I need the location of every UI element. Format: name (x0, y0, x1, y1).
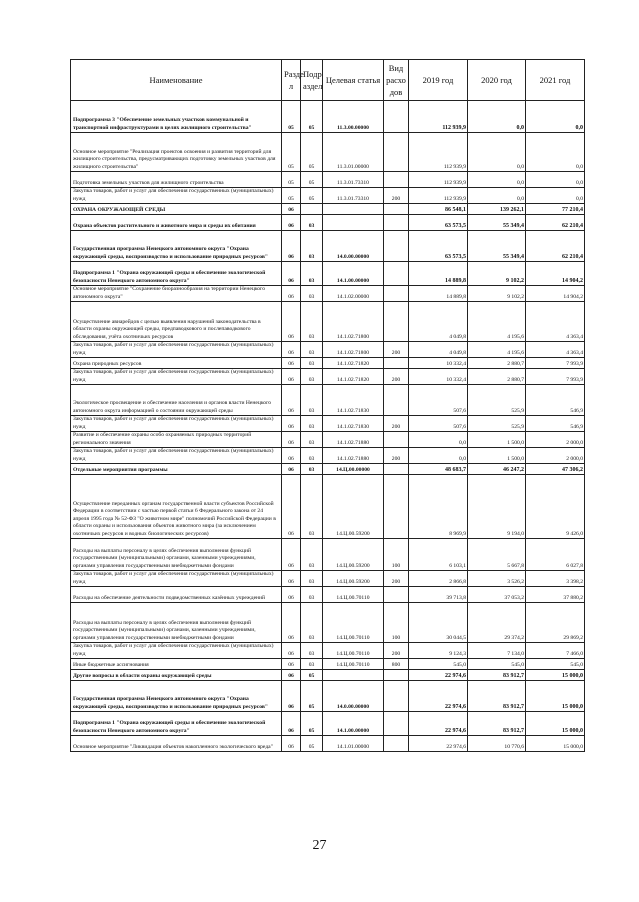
cell-2021: 15 000,0 (526, 670, 585, 681)
cell-2021: 4 363,4 (526, 342, 585, 358)
cell-razdel: 06 (282, 603, 301, 643)
cell-target-article: 11.3.01.00000 (323, 133, 384, 172)
cell-name: Основное мероприятие "Ликвидация объектов накопленного экологического вреда" (71, 736, 282, 752)
cell-2021: 29 869,2 (526, 603, 585, 643)
cell-2020: 525,9 (468, 416, 526, 432)
cell-name: Расходы на выплаты персоналу в целях обеспечения выполнения функций государственными (муниципальными) органами, казенными учреждениями, органами управления государственными внебюджетными фондами (71, 539, 282, 571)
cell-target-article: 11.3.01.73310 (323, 188, 384, 204)
cell-2019: 10 332,4 (409, 358, 468, 369)
cell-2020: 0,0 (468, 172, 526, 188)
cell-podrazdel: 05 (301, 681, 323, 712)
table-row (71, 416, 585, 432)
cell-2020: 1 500,0 (468, 448, 526, 464)
cell-target-article: 14.1.02.71820 (323, 358, 384, 369)
cell-target-article: 14.1.02.71880 (323, 448, 384, 464)
cell-name: Подготовка земельных участков для жилищного строительства (71, 172, 282, 188)
cell-2019: 112 939,9 (409, 172, 468, 188)
table-header-row (71, 60, 585, 101)
cell-razdel: 06 (282, 432, 301, 448)
cell-expense-type (384, 302, 409, 342)
cell-name: Отдельные мероприятия программы (71, 464, 282, 475)
cell-expense-type (384, 215, 409, 231)
cell-razdel: 06 (282, 286, 301, 302)
cell-2020: 4 195,6 (468, 302, 526, 342)
cell-2021: 4 363,4 (526, 302, 585, 342)
cell-2021: 0,0 (526, 101, 585, 133)
cell-2020: 0,0 (468, 188, 526, 204)
cell-podrazdel: 03 (301, 475, 323, 539)
table-row (71, 432, 585, 448)
cell-target-article: 14.1.00.00000 (323, 712, 384, 736)
cell-2019: 112 939,9 (409, 133, 468, 172)
cell-razdel: 06 (282, 587, 301, 603)
cell-expense-type (384, 133, 409, 172)
cell-target-article: 14.0.00.00000 (323, 681, 384, 712)
cell-2019: 63 573,5 (409, 215, 468, 231)
cell-2019: 112 939,9 (409, 188, 468, 204)
cell-target-article: 14.Ц.00.70110 (323, 587, 384, 603)
cell-2019: 86 548,1 (409, 204, 468, 215)
cell-2021: 9 426,0 (526, 475, 585, 539)
cell-expense-type (384, 231, 409, 262)
cell-podrazdel: 03 (301, 302, 323, 342)
cell-podrazdel: 03 (301, 369, 323, 385)
cell-2020: 1 500,0 (468, 432, 526, 448)
cell-2019: 39 713,8 (409, 587, 468, 603)
cell-2021: 37 880,2 (526, 587, 585, 603)
cell-2019: 4 049,8 (409, 302, 468, 342)
cell-2019: 22 974,6 (409, 736, 468, 752)
cell-razdel: 06 (282, 571, 301, 587)
cell-expense-type (384, 670, 409, 681)
cell-expense-type: 200 (384, 448, 409, 464)
cell-podrazdel: 05 (301, 133, 323, 172)
table-row (71, 587, 585, 603)
cell-2020: 83 912,7 (468, 670, 526, 681)
cell-target-article: 14.1.02.71830 (323, 385, 384, 416)
cell-expense-type: 200 (384, 369, 409, 385)
cell-2019: 545,0 (409, 659, 468, 670)
cell-target-article: 14.1.00.00000 (323, 262, 384, 286)
cell-expense-type (384, 204, 409, 215)
cell-razdel: 06 (282, 464, 301, 475)
cell-expense-type (384, 358, 409, 369)
cell-podrazdel: 03 (301, 342, 323, 358)
cell-2020: 55 349,4 (468, 231, 526, 262)
table-row (71, 539, 585, 571)
cell-expense-type (384, 464, 409, 475)
cell-2020: 83 912,7 (468, 712, 526, 736)
col-header-razdel: Разде л (282, 60, 301, 101)
cell-name: ОХРАНА ОКРУЖАЮЩЕЙ СРЕДЫ (71, 204, 282, 215)
table-row (71, 385, 585, 416)
cell-name: Закупка товаров, работ и услуг для обеспечения государственных (муниципальных) нужд (71, 643, 282, 659)
cell-razdel: 06 (282, 643, 301, 659)
cell-2021: 77 210,4 (526, 204, 585, 215)
col-header-2021: 2021 год (526, 60, 585, 101)
cell-2019: 112 939,9 (409, 101, 468, 133)
cell-name: Основное мероприятие "Сохранение биоразнообразия на территории Ненецкого автономного округа" (71, 286, 282, 302)
cell-name: Экологическое просвещение и обеспечение населения и органов власти Ненецкого автономного округа информацией о состоянии окружающей среды (71, 385, 282, 416)
cell-podrazdel: 05 (301, 712, 323, 736)
cell-2020: 7 134,0 (468, 643, 526, 659)
cell-2021: 546,9 (526, 416, 585, 432)
cell-2021: 2 000,0 (526, 448, 585, 464)
cell-podrazdel: 03 (301, 464, 323, 475)
cell-name: Охрана объектов растительного и животного мира и среды их обитания (71, 215, 282, 231)
cell-2019: 6 103,1 (409, 539, 468, 571)
cell-target-article: 14.Ц.00.00000 (323, 464, 384, 475)
cell-2021: 0,0 (526, 172, 585, 188)
cell-2021: 62 210,4 (526, 231, 585, 262)
cell-expense-type (384, 101, 409, 133)
cell-name: Закупка товаров, работ и услуг для обеспечения государственных (муниципальных) нужд (71, 188, 282, 204)
cell-2020: 46 247,2 (468, 464, 526, 475)
table-row (71, 262, 585, 286)
cell-2021: 47 306,2 (526, 464, 585, 475)
cell-expense-type (384, 385, 409, 416)
cell-2020: 9 102,2 (468, 286, 526, 302)
cell-expense-type (384, 681, 409, 712)
cell-target-article: 14.1.02.71830 (323, 416, 384, 432)
cell-podrazdel: 03 (301, 215, 323, 231)
cell-podrazdel: 05 (301, 736, 323, 752)
cell-expense-type: 100 (384, 603, 409, 643)
cell-razdel: 05 (282, 133, 301, 172)
table-row (71, 133, 585, 172)
cell-target-article (323, 215, 384, 231)
cell-2021: 546,9 (526, 385, 585, 416)
cell-name: Осуществление авиарейдов с целью выявления нарушений законодательства в области охраны окружающей среды, предпаводкового и послепаводкового обследования, учёта охотничьих ресурсов (71, 302, 282, 342)
cell-expense-type (384, 172, 409, 188)
table-row (71, 358, 585, 369)
cell-podrazdel: 03 (301, 659, 323, 670)
cell-expense-type (384, 262, 409, 286)
cell-razdel: 06 (282, 358, 301, 369)
cell-2020: 10 770,6 (468, 736, 526, 752)
cell-expense-type (384, 712, 409, 736)
col-header-target-article: Целевая статья (323, 60, 384, 101)
table-row (71, 204, 585, 215)
cell-name: Закупка товаров, работ и услуг для обеспечения государственных (муниципальных) нужд (71, 369, 282, 385)
table-row (71, 475, 585, 539)
table-row (71, 231, 585, 262)
cell-2020: 55 349,4 (468, 215, 526, 231)
cell-2020: 29 374,2 (468, 603, 526, 643)
cell-target-article: 11.3.00.00000 (323, 101, 384, 133)
cell-podrazdel: 03 (301, 416, 323, 432)
cell-2019: 63 573,5 (409, 231, 468, 262)
cell-2021: 14 904,2 (526, 262, 585, 286)
cell-2019: 22 974,6 (409, 712, 468, 736)
cell-2021: 15 000,0 (526, 736, 585, 752)
cell-2019: 2 866,8 (409, 571, 468, 587)
page-number: 27 (312, 838, 327, 853)
table-row (71, 643, 585, 659)
cell-target-article: 14.Ц.00.70110 (323, 643, 384, 659)
cell-podrazdel: 03 (301, 539, 323, 571)
cell-expense-type: 200 (384, 643, 409, 659)
cell-razdel: 06 (282, 302, 301, 342)
cell-2021: 7 466,0 (526, 643, 585, 659)
cell-name: Развитие и обеспечение охраны особо охраняемых природных территорий регионального значения (71, 432, 282, 448)
cell-podrazdel: 03 (301, 358, 323, 369)
cell-2020: 525,9 (468, 385, 526, 416)
budget-table (70, 59, 585, 752)
cell-razdel: 06 (282, 369, 301, 385)
cell-podrazdel: 03 (301, 448, 323, 464)
cell-podrazdel: 03 (301, 385, 323, 416)
cell-2020: 0,0 (468, 133, 526, 172)
cell-2020: 139 262,1 (468, 204, 526, 215)
cell-razdel: 05 (282, 188, 301, 204)
cell-razdel: 05 (282, 172, 301, 188)
table-row (71, 464, 585, 475)
table-row (71, 101, 585, 133)
cell-2019: 14 889,8 (409, 286, 468, 302)
cell-2019: 22 974,6 (409, 670, 468, 681)
table-row (71, 712, 585, 736)
cell-target-article: 14.Ц.00.59200 (323, 571, 384, 587)
cell-expense-type (384, 286, 409, 302)
cell-2021: 0,0 (526, 188, 585, 204)
cell-2019: 22 974,6 (409, 681, 468, 712)
cell-2020: 37 053,2 (468, 587, 526, 603)
cell-2020: 2 880,7 (468, 369, 526, 385)
cell-podrazdel: 03 (301, 231, 323, 262)
cell-podrazdel: 03 (301, 286, 323, 302)
cell-target-article: 14.0.00.00000 (323, 231, 384, 262)
cell-razdel: 06 (282, 539, 301, 571)
cell-2020: 9 102,2 (468, 262, 526, 286)
cell-expense-type (384, 587, 409, 603)
cell-name: Охрана природных ресурсов (71, 358, 282, 369)
cell-target-article: 14.1.01.00000 (323, 736, 384, 752)
table-row (71, 681, 585, 712)
cell-target-article: 14.1.02.71800 (323, 342, 384, 358)
cell-2020: 3 526,2 (468, 571, 526, 587)
cell-razdel: 06 (282, 448, 301, 464)
cell-target-article: 14.Ц.00.59200 (323, 475, 384, 539)
table-row (71, 188, 585, 204)
cell-2021: 545,0 (526, 659, 585, 670)
cell-target-article (323, 670, 384, 681)
col-header-podrazdel: Подр аздел (301, 60, 323, 101)
cell-name: Закупка товаров, работ и услуг для обеспечения государственных (муниципальных) нужд (71, 342, 282, 358)
cell-2019: 9 124,3 (409, 643, 468, 659)
cell-podrazdel: 03 (301, 571, 323, 587)
cell-2020: 5 667,8 (468, 539, 526, 571)
cell-2019: 14 889,8 (409, 262, 468, 286)
cell-target-article (323, 204, 384, 215)
cell-razdel: 06 (282, 262, 301, 286)
cell-podrazdel: 03 (301, 587, 323, 603)
cell-2021: 6 027,8 (526, 539, 585, 571)
cell-expense-type: 200 (384, 416, 409, 432)
cell-razdel: 06 (282, 670, 301, 681)
cell-2020: 4 195,6 (468, 342, 526, 358)
cell-podrazdel: 03 (301, 262, 323, 286)
cell-target-article: 14.1.02.71800 (323, 302, 384, 342)
table-row (71, 670, 585, 681)
cell-podrazdel: 03 (301, 603, 323, 643)
col-header-2019: 2019 год (409, 60, 468, 101)
table-row (71, 342, 585, 358)
cell-name: Осуществление переданных органам государственной власти субъектов Российской Федерации в соответствии с частью первой статьи 6 Федерального закона от 24 апреля 1995 года № 52-ФЗ "О животном мире" полномочий Российской Федерации в области охраны и использования объектов животного мира (за исключением охотничьих ресурсов и водных биологических ресурсов) (71, 475, 282, 539)
cell-razdel: 06 (282, 736, 301, 752)
cell-razdel: 06 (282, 204, 301, 215)
cell-razdel: 06 (282, 342, 301, 358)
table-row (71, 736, 585, 752)
cell-name: Закупка товаров, работ и услуг для обеспечения государственных (муниципальных) нужд (71, 416, 282, 432)
table-row (71, 215, 585, 231)
cell-2020: 545,0 (468, 659, 526, 670)
cell-2019: 507,6 (409, 385, 468, 416)
cell-2021: 7 993,9 (526, 369, 585, 385)
cell-expense-type (384, 736, 409, 752)
cell-razdel: 06 (282, 712, 301, 736)
table-row (71, 302, 585, 342)
cell-target-article: 14.1.02.71880 (323, 432, 384, 448)
cell-razdel: 06 (282, 231, 301, 262)
cell-podrazdel: 05 (301, 670, 323, 681)
table-row (71, 448, 585, 464)
cell-name: Другие вопросы в области охраны окружающей среды (71, 670, 282, 681)
cell-name: Закупка товаров, работ и услуг для обеспечения государственных (муниципальных) нужд (71, 448, 282, 464)
cell-expense-type (384, 475, 409, 539)
cell-name: Расходы на обеспечение деятельности подведомственных казённых учреждений (71, 587, 282, 603)
cell-2020: 83 912,7 (468, 681, 526, 712)
table-row (71, 286, 585, 302)
cell-target-article: 11.3.01.73310 (323, 172, 384, 188)
cell-2019: 4 049,8 (409, 342, 468, 358)
table-row (71, 571, 585, 587)
cell-name: Подпрограмма 3 "Обеспечение земельных участков коммунальной и транспортной инфраструктурами в целях жилищного строительства" (71, 101, 282, 133)
cell-expense-type (384, 432, 409, 448)
cell-2020: 0,0 (468, 101, 526, 133)
cell-name: Основное мероприятие "Реализация проектов освоения и развития территорий для жилищного строительства, предусматривающих подготовку земельных участков для жилищного строительства" (71, 133, 282, 172)
table-row (71, 603, 585, 643)
cell-razdel: 06 (282, 681, 301, 712)
cell-2021: 62 210,4 (526, 215, 585, 231)
cell-razdel: 06 (282, 416, 301, 432)
cell-target-article: 14.1.02.71820 (323, 369, 384, 385)
col-header-expense-type: Вид расхо дов (384, 60, 409, 101)
cell-podrazdel: 05 (301, 172, 323, 188)
cell-2021: 7 993,9 (526, 358, 585, 369)
cell-2021: 15 000,0 (526, 712, 585, 736)
cell-2020: 2 880,7 (468, 358, 526, 369)
cell-name: Подпрограмма 1 "Охрана окружающей среды и обеспечение экологической безопасности Ненецкого автономного округа" (71, 262, 282, 286)
cell-expense-type: 100 (384, 539, 409, 571)
cell-podrazdel: 03 (301, 643, 323, 659)
cell-name: Расходы на выплаты персоналу в целях обеспечения выполнения функций государственными (муниципальными) органами, казенными учреждениями, органами управления государственными внебюджетными фондами (71, 603, 282, 643)
col-header-2020: 2020 год (468, 60, 526, 101)
cell-2021: 2 000,0 (526, 432, 585, 448)
cell-2021: 3 398,2 (526, 571, 585, 587)
cell-name: Государственная программа Ненецкого автономного округа "Охрана окружающей среды, воспроизводство и использование природных ресурсов" (71, 231, 282, 262)
cell-name: Закупка товаров, работ и услуг для обеспечения государственных (муниципальных) нужд (71, 571, 282, 587)
cell-2019: 10 332,4 (409, 369, 468, 385)
cell-name: Подпрограмма 1 "Охрана окружающей среды и обеспечение экологической безопасности Ненецкого автономного округа" (71, 712, 282, 736)
cell-razdel: 06 (282, 475, 301, 539)
cell-podrazdel: 05 (301, 101, 323, 133)
cell-podrazdel (301, 204, 323, 215)
cell-expense-type: 200 (384, 188, 409, 204)
cell-expense-type: 200 (384, 571, 409, 587)
cell-2019: 507,6 (409, 416, 468, 432)
table-row (71, 659, 585, 670)
cell-2021: 15 000,0 (526, 681, 585, 712)
cell-target-article: 14.Ц.00.70110 (323, 659, 384, 670)
cell-expense-type: 800 (384, 659, 409, 670)
cell-razdel: 05 (282, 101, 301, 133)
cell-2019: 0,0 (409, 432, 468, 448)
cell-razdel: 06 (282, 215, 301, 231)
cell-podrazdel: 03 (301, 432, 323, 448)
table-row (71, 369, 585, 385)
cell-2019: 0,0 (409, 448, 468, 464)
cell-2019: 8 969,9 (409, 475, 468, 539)
cell-razdel: 06 (282, 659, 301, 670)
cell-target-article: 14.1.02.00000 (323, 286, 384, 302)
cell-2021: 14 904,2 (526, 286, 585, 302)
cell-razdel: 06 (282, 385, 301, 416)
cell-name: Государственная программа Ненецкого автономного округа "Охрана окружающей среды, воспроизводство и использование природных ресурсов" (71, 681, 282, 712)
cell-target-article: 14.Ц.00.59200 (323, 539, 384, 571)
cell-2020: 9 194,0 (468, 475, 526, 539)
cell-2021: 0,0 (526, 133, 585, 172)
cell-name: Иные бюджетные ассигнования (71, 659, 282, 670)
cell-target-article: 14.Ц.00.70110 (323, 603, 384, 643)
cell-2019: 48 683,7 (409, 464, 468, 475)
cell-expense-type: 200 (384, 342, 409, 358)
table-row (71, 172, 585, 188)
table-body (71, 101, 585, 752)
col-header-name: Наименование (71, 60, 282, 101)
cell-2019: 30 044,5 (409, 603, 468, 643)
cell-podrazdel: 05 (301, 188, 323, 204)
